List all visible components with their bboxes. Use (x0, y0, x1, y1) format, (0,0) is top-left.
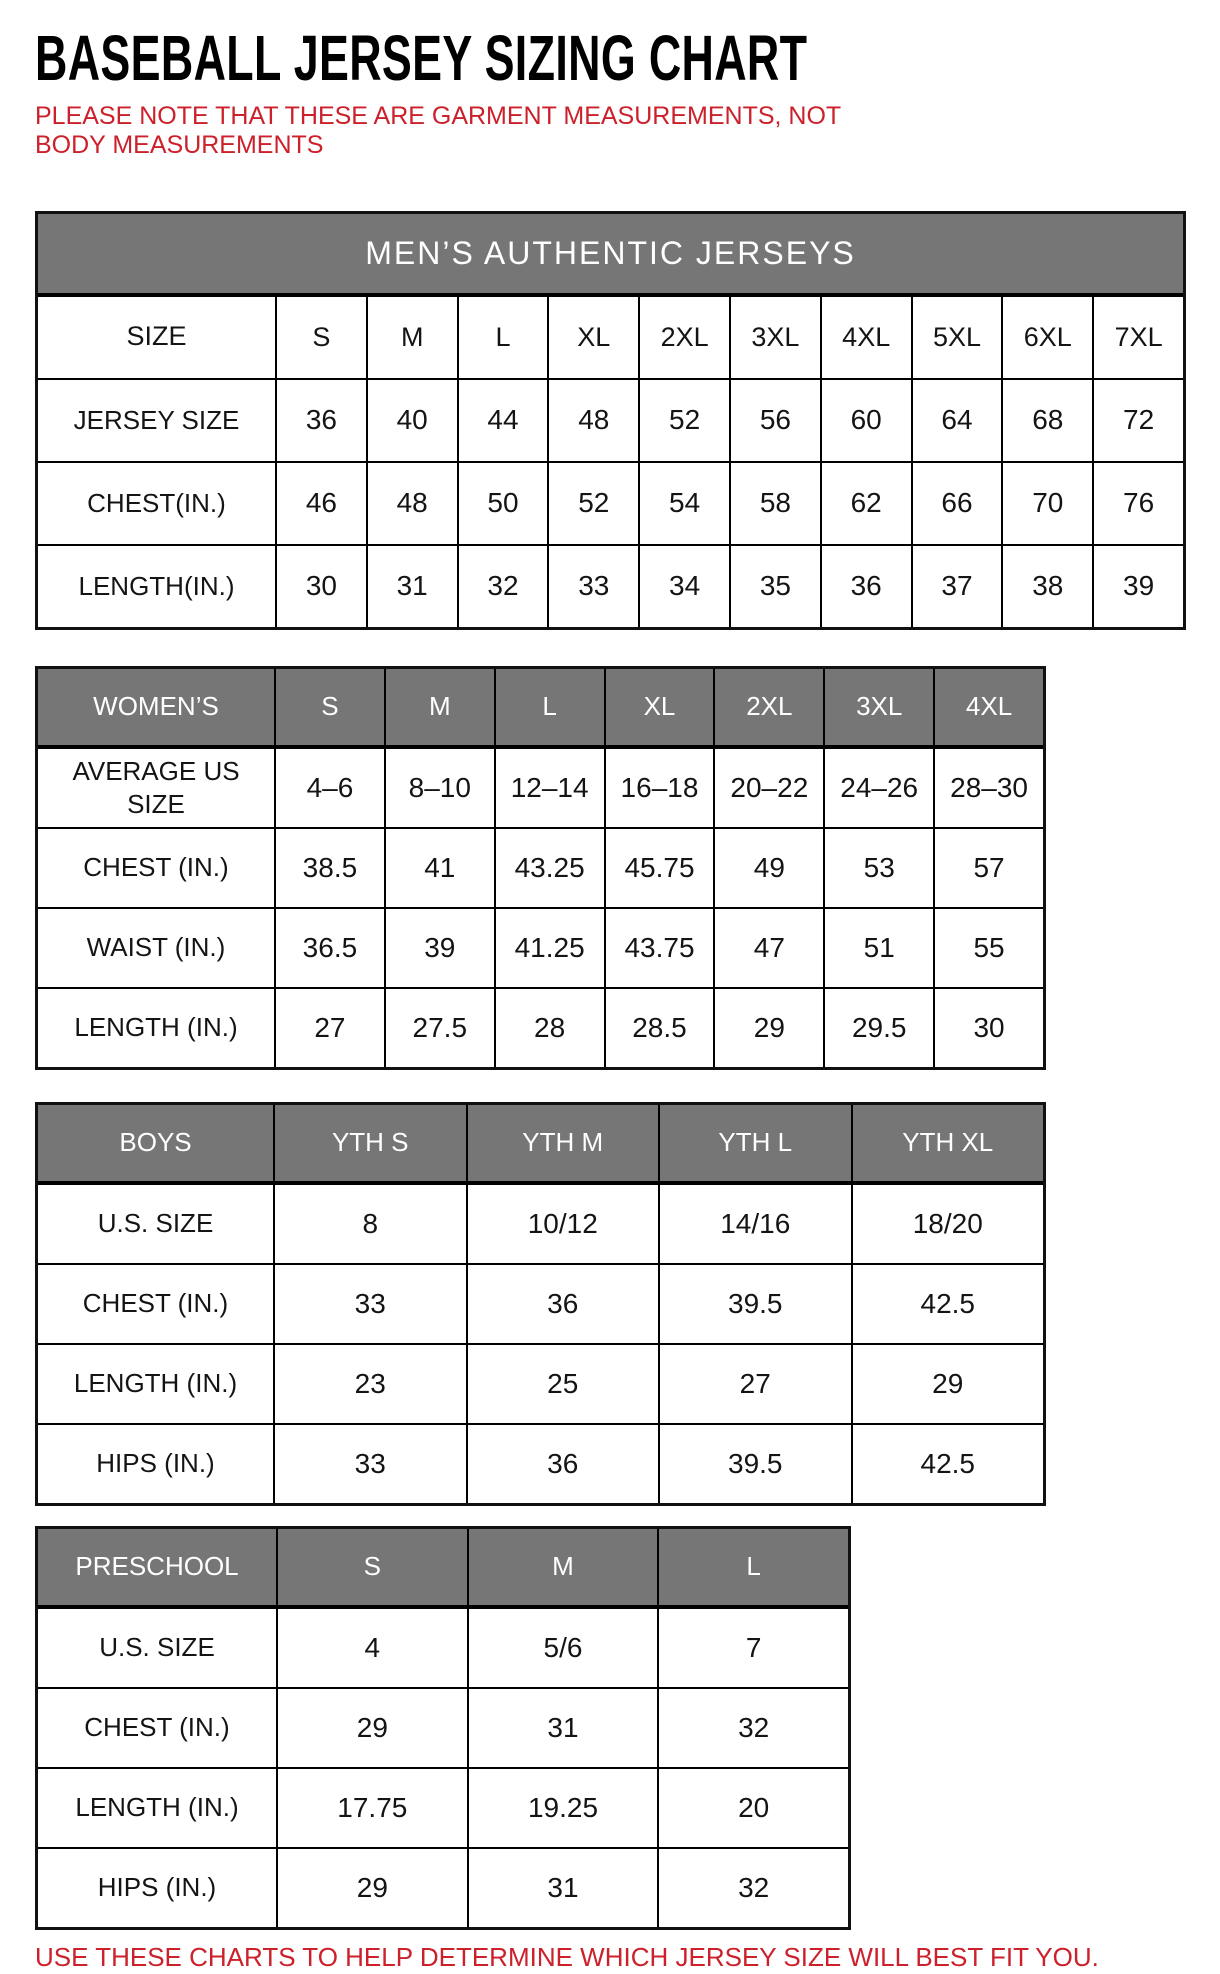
row-label-cell: U.S. SIZE (38, 1609, 276, 1687)
measurement-value-cell: 17.75 (278, 1769, 467, 1847)
size-header-cell: XL (606, 669, 714, 747)
measurement-value-cell: 40 (368, 380, 457, 461)
measurement-value-cell: 52 (640, 380, 729, 461)
measurement-value-cell: 4–6 (276, 749, 384, 827)
measurement-value-cell: 27 (276, 989, 384, 1067)
row-label-cell: HIPS (IN.) (38, 1849, 276, 1927)
measurement-value-cell: 31 (469, 1689, 658, 1767)
measurement-value-cell: 46 (277, 463, 366, 544)
size-header-cell: 4XL (822, 297, 911, 378)
garment-measurements-note: PLEASE NOTE THAT THESE ARE GARMENT MEASUREMENTS, NOT BODY MEASUREMENTS (35, 102, 841, 160)
measurement-value-cell: 27 (660, 1345, 851, 1423)
measurement-value-cell: 29 (278, 1849, 467, 1927)
measurement-value-cell: 66 (913, 463, 1002, 544)
measurement-value-cell: 52 (549, 463, 638, 544)
page-title: BASEBALL JERSEY SIZING CHART (35, 22, 808, 94)
measurement-value-cell: 56 (731, 380, 820, 461)
measurement-value-cell: 43.25 (496, 829, 604, 907)
size-header-cell: L (659, 1529, 848, 1607)
measurement-value-cell: 50 (459, 463, 548, 544)
footer-note: USE THESE CHARTS TO HELP DETERMINE WHICH JERSEY SIZE WILL BEST FIT YOU. (35, 1941, 1099, 1972)
measurement-value-cell: 53 (825, 829, 933, 907)
measurement-value-cell: 32 (459, 546, 548, 627)
measurement-value-cell: 28 (496, 989, 604, 1067)
measurement-value-cell: 36 (468, 1265, 659, 1343)
measurement-value-cell: 29.5 (825, 989, 933, 1067)
size-header-cell: 7XL (1094, 297, 1183, 378)
measurement-value-cell: 42.5 (853, 1425, 1044, 1503)
row-label-cell: LENGTH (IN.) (38, 1345, 273, 1423)
measurement-value-cell: 48 (549, 380, 638, 461)
size-header-cell: S (278, 1529, 467, 1607)
size-header-cell: 2XL (715, 669, 823, 747)
row-label-cell: CHEST (IN.) (38, 1265, 273, 1343)
measurement-value-cell: 70 (1003, 463, 1092, 544)
measurement-value-cell: 45.75 (606, 829, 714, 907)
measurement-value-cell: 7 (659, 1609, 848, 1687)
size-header-cell: L (496, 669, 604, 747)
measurement-value-cell: 33 (275, 1425, 466, 1503)
measurement-value-cell: 8–10 (386, 749, 494, 827)
measurement-value-cell: 48 (368, 463, 457, 544)
size-header-cell: YTH S (275, 1105, 466, 1183)
measurement-value-cell: 29 (278, 1689, 467, 1767)
measurement-value-cell: 41 (386, 829, 494, 907)
row-label-cell: JERSEY SIZE (38, 380, 275, 461)
measurement-value-cell: 24–26 (825, 749, 933, 827)
size-header-cell: S (276, 669, 384, 747)
measurement-value-cell: 32 (659, 1689, 848, 1767)
row-label-cell: CHEST(IN.) (38, 463, 275, 544)
measurement-value-cell: 18/20 (853, 1185, 1044, 1263)
measurement-value-cell: 49 (715, 829, 823, 907)
measurement-value-cell: 20 (659, 1769, 848, 1847)
measurement-value-cell: 30 (277, 546, 366, 627)
measurement-value-cell: 38 (1003, 546, 1092, 627)
measurement-value-cell: 33 (549, 546, 638, 627)
measurement-value-cell: 36.5 (276, 909, 384, 987)
measurement-value-cell: 5/6 (469, 1609, 658, 1687)
size-header-cell: L (459, 297, 548, 378)
row-label-cell: HIPS (IN.) (38, 1425, 273, 1503)
measurement-value-cell: 20–22 (715, 749, 823, 827)
measurement-value-cell: 39.5 (660, 1425, 851, 1503)
preschool-jerseys-table (35, 1526, 851, 1930)
measurement-value-cell: 43.75 (606, 909, 714, 987)
size-header-cell: 4XL (935, 669, 1043, 747)
measurement-value-cell: 30 (935, 989, 1043, 1067)
measurement-value-cell: 36 (468, 1425, 659, 1503)
size-header-cell: 3XL (731, 297, 820, 378)
measurement-value-cell: 29 (853, 1345, 1044, 1423)
size-header-cell: M (469, 1529, 658, 1607)
header-label-cell: SIZE (38, 297, 275, 378)
measurement-value-cell: 44 (459, 380, 548, 461)
measurement-value-cell: 36 (277, 380, 366, 461)
measurement-value-cell: 39 (1094, 546, 1183, 627)
measurement-value-cell: 12–14 (496, 749, 604, 827)
size-header-cell: XL (549, 297, 638, 378)
measurement-value-cell: 33 (275, 1265, 466, 1343)
size-header-cell: 2XL (640, 297, 729, 378)
measurement-value-cell: 76 (1094, 463, 1183, 544)
measurement-value-cell: 34 (640, 546, 729, 627)
measurement-value-cell: 16–18 (606, 749, 714, 827)
measurement-value-cell: 23 (275, 1345, 466, 1423)
measurement-value-cell: 55 (935, 909, 1043, 987)
header-label-cell: PRESCHOOL (38, 1529, 276, 1607)
row-label-cell: CHEST (IN.) (38, 1689, 276, 1767)
measurement-value-cell: 25 (468, 1345, 659, 1423)
size-header-cell: YTH XL (853, 1105, 1044, 1183)
measurement-value-cell: 8 (275, 1185, 466, 1263)
measurement-value-cell: 37 (913, 546, 1002, 627)
measurement-value-cell: 31 (469, 1849, 658, 1927)
measurement-value-cell: 41.25 (496, 909, 604, 987)
measurement-value-cell: 32 (659, 1849, 848, 1927)
measurement-value-cell: 42.5 (853, 1265, 1044, 1343)
row-label-cell: WAIST (IN.) (38, 909, 274, 987)
size-header-cell: 5XL (913, 297, 1002, 378)
size-header-cell: YTH L (660, 1105, 851, 1183)
header-label-cell: BOYS (38, 1105, 273, 1183)
measurement-value-cell: 51 (825, 909, 933, 987)
size-header-cell: 3XL (825, 669, 933, 747)
measurement-value-cell: 29 (715, 989, 823, 1067)
mens-authentic-jerseys-table (35, 211, 1186, 630)
size-header-cell: M (368, 297, 457, 378)
measurement-value-cell: 62 (822, 463, 911, 544)
row-label-cell: U.S. SIZE (38, 1185, 273, 1263)
measurement-value-cell: 31 (368, 546, 457, 627)
measurement-value-cell: 28.5 (606, 989, 714, 1067)
measurement-value-cell: 36 (822, 546, 911, 627)
measurement-value-cell: 60 (822, 380, 911, 461)
row-label-cell: AVERAGE US SIZE (38, 749, 274, 827)
womens-jerseys-table (35, 666, 1046, 1070)
boys-jerseys-table (35, 1102, 1046, 1506)
measurement-value-cell: 27.5 (386, 989, 494, 1067)
row-label-cell: LENGTH (IN.) (38, 1769, 276, 1847)
size-header-cell: S (277, 297, 366, 378)
row-label-cell: CHEST (IN.) (38, 829, 274, 907)
measurement-value-cell: 38.5 (276, 829, 384, 907)
measurement-value-cell: 68 (1003, 380, 1092, 461)
header-label-cell: WOMEN’S (38, 669, 274, 747)
row-label-cell: LENGTH (IN.) (38, 989, 274, 1067)
measurement-value-cell: 54 (640, 463, 729, 544)
measurement-value-cell: 35 (731, 546, 820, 627)
measurement-value-cell: 39.5 (660, 1265, 851, 1343)
mens-table-banner: MEN’S AUTHENTIC JERSEYS (38, 214, 1183, 295)
measurement-value-cell: 57 (935, 829, 1043, 907)
size-header-cell: 6XL (1003, 297, 1092, 378)
size-header-cell: YTH M (468, 1105, 659, 1183)
measurement-value-cell: 19.25 (469, 1769, 658, 1847)
measurement-value-cell: 28–30 (935, 749, 1043, 827)
measurement-value-cell: 47 (715, 909, 823, 987)
row-label-cell: LENGTH(IN.) (38, 546, 275, 627)
measurement-value-cell: 72 (1094, 380, 1183, 461)
measurement-value-cell: 39 (386, 909, 494, 987)
size-header-cell: M (386, 669, 494, 747)
measurement-value-cell: 4 (278, 1609, 467, 1687)
measurement-value-cell: 10/12 (468, 1185, 659, 1263)
measurement-value-cell: 14/16 (660, 1185, 851, 1263)
measurement-value-cell: 64 (913, 380, 1002, 461)
measurement-value-cell: 58 (731, 463, 820, 544)
